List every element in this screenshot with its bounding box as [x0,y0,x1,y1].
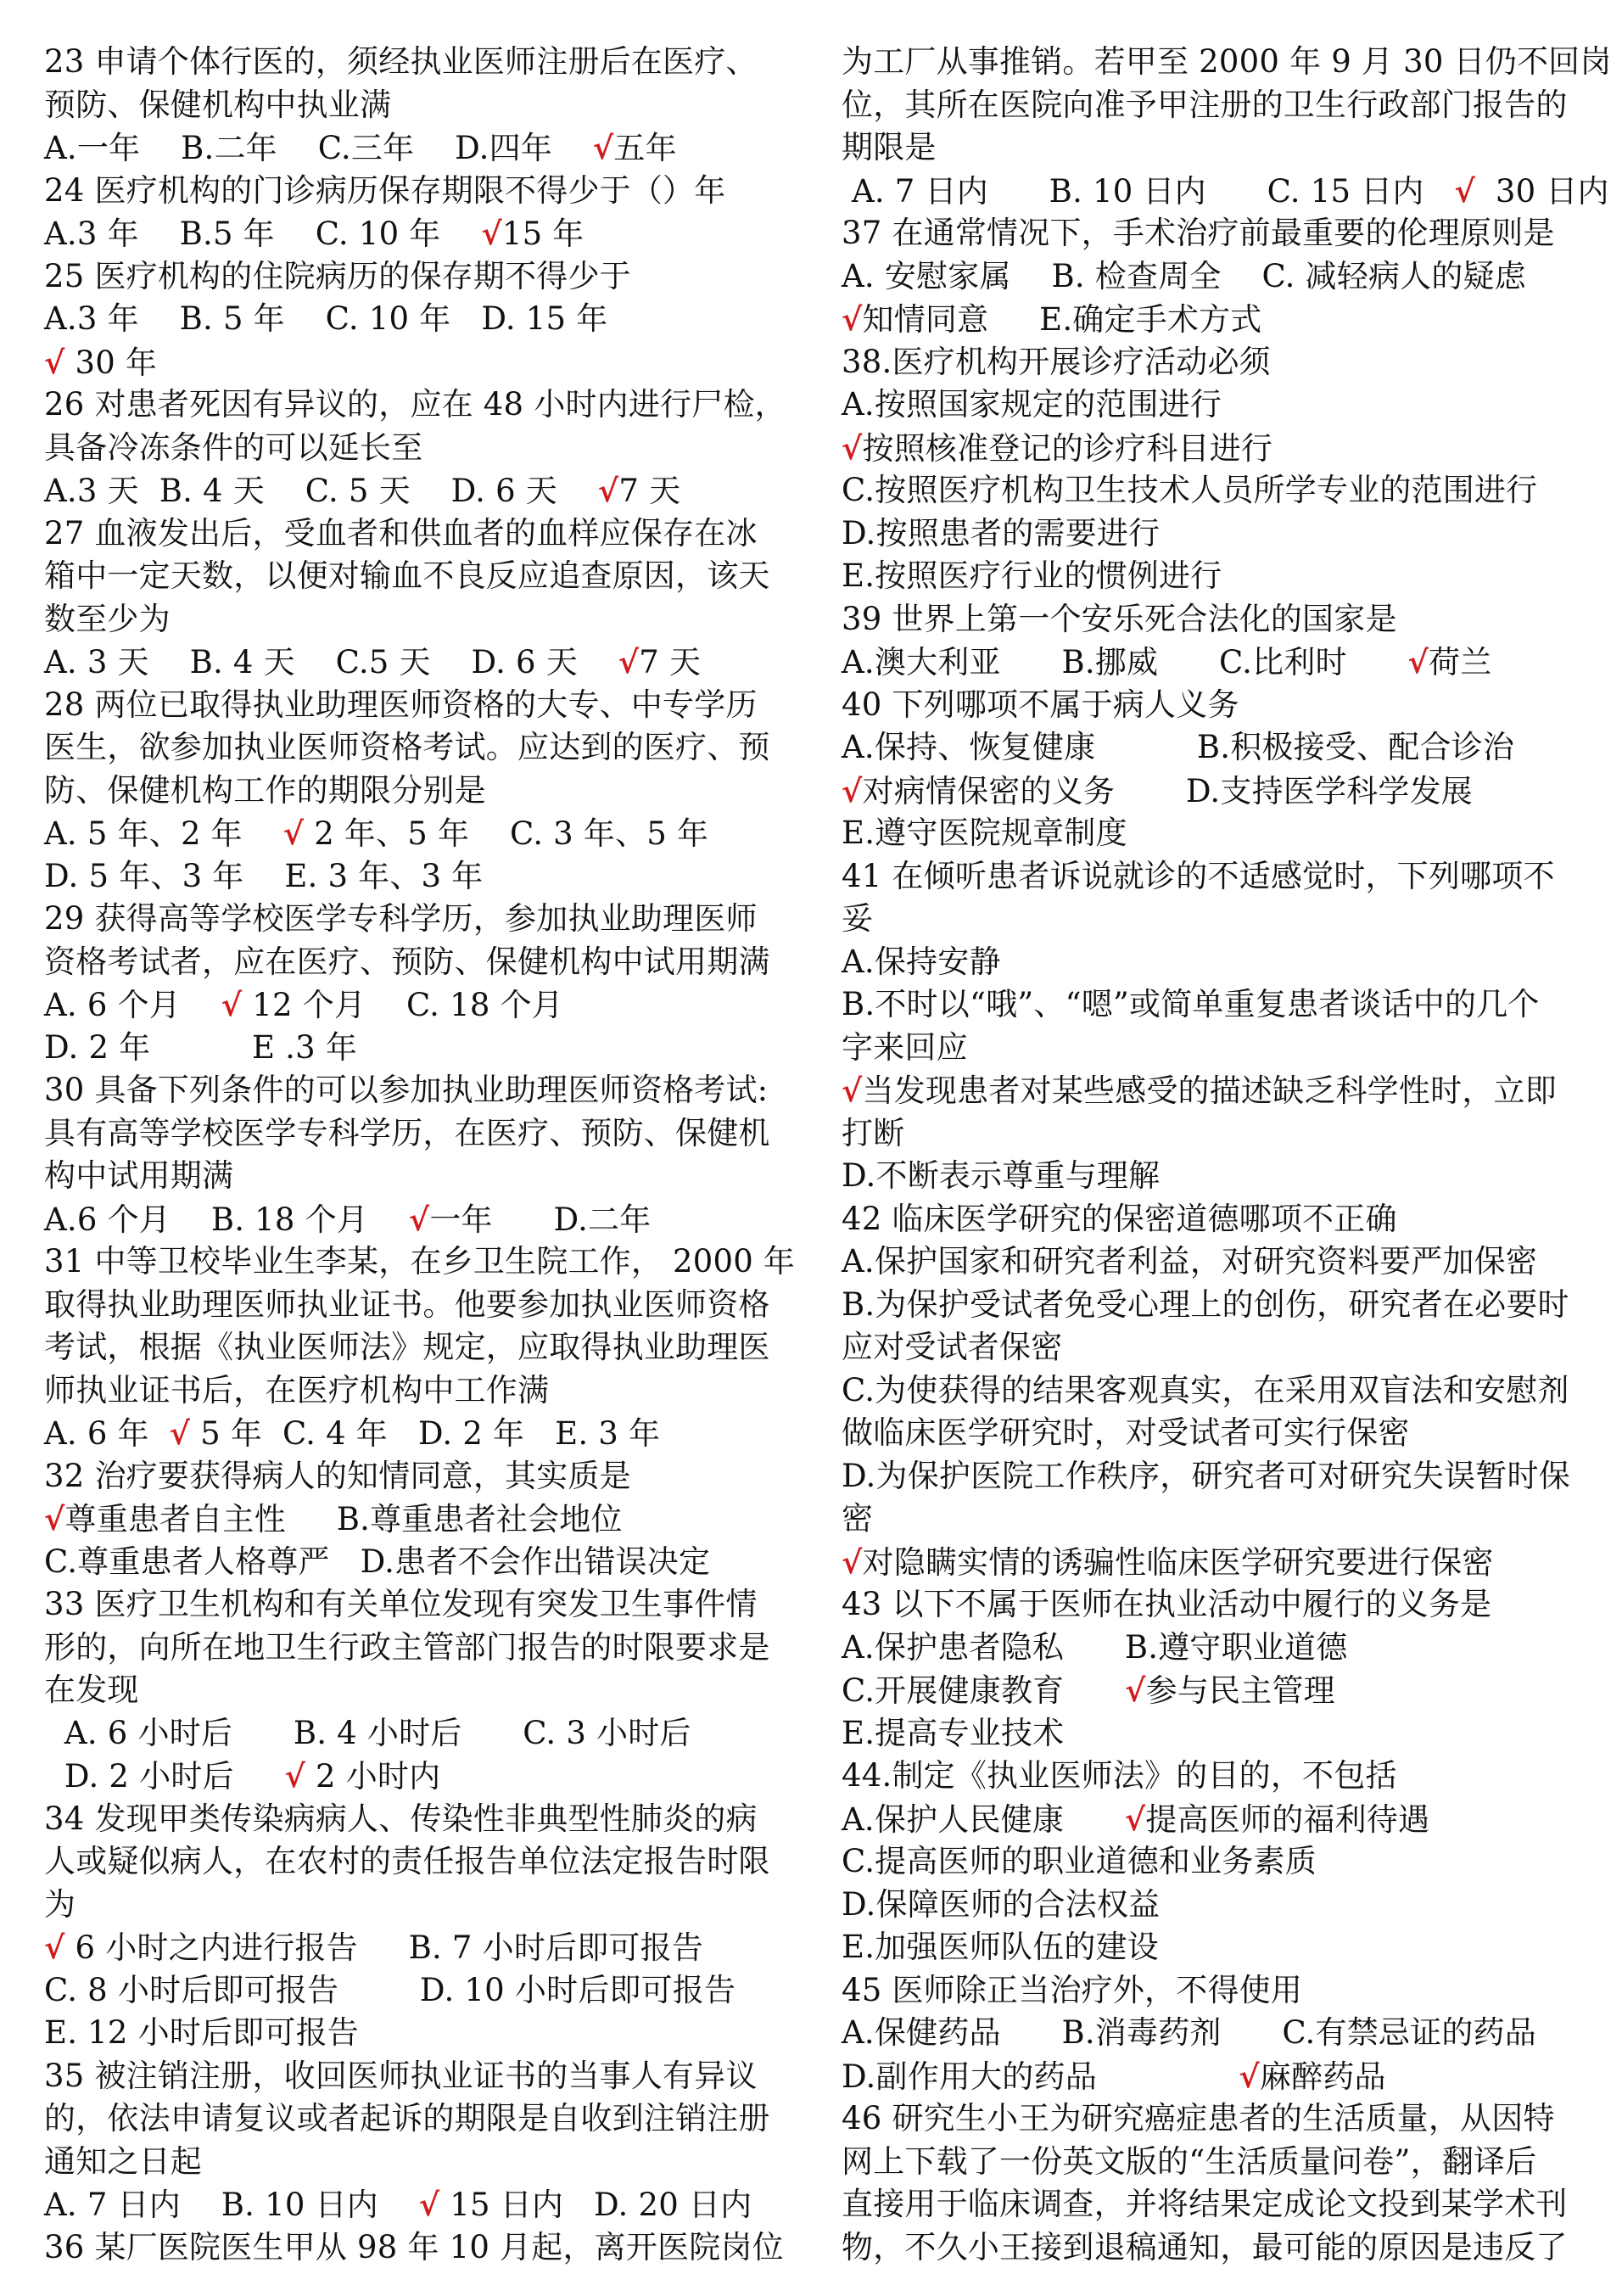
answer-check-mark: √ [1124,1800,1146,1838]
answer-check-mark: √ [1454,171,1475,210]
line-text: D. 2 小时后 [44,1758,285,1795]
line-text: A. 5 年、2 年 [44,815,283,852]
text-line [44,1798,791,1841]
correct-answer-text: 6 小时之内进行报告 B. 7 小时后即可报告 [64,1929,704,1966]
text-line [44,812,791,855]
text-line [842,1840,1588,1884]
line-text: C. 8 小时后即可报告 D. 10 小时后即可报告 [44,1971,736,2008]
text-line [842,170,1609,213]
text-line [842,2012,1588,2055]
line-text: 考试，根据《执业医师法》规定，应取得执业助理医 [44,1329,770,1365]
text-line [44,2097,791,2141]
line-text: 37 在通常情况下，手术治疗前最重要的伦理原则是 [842,215,1555,251]
line-text: 防、保健机构工作的期限分别是 [44,771,486,809]
line-text: C.开展健康教育 [842,1672,1126,1709]
line-text: 箱中一定天数，以便对输血不良反应追查原因，该天 [44,557,770,594]
text-line [842,212,1588,255]
answer-check-mark: √ [284,1757,306,1795]
line-text: 医生，欲参加执业医师资格考试。应达到的医疗、预 [44,729,770,765]
line-text: A.按照国家规定的范围进行 [842,386,1222,423]
line-text: 38.医疗机构开展诊疗活动必须 [842,343,1271,380]
line-text: 妥 [842,900,874,937]
text-line [842,555,1588,598]
line-text: 35 被注销注册，收回医师执业证书的当事人有异议 [44,2057,758,2094]
text-line [842,2226,1588,2270]
line-text: C.为使获得的结果客观真实，在采用双盲法和安慰剂 [842,1371,1569,1408]
text-line [842,427,1588,470]
answer-check-mark: √ [282,815,305,852]
line-text: 为工厂从事推销。若甲至 2000 年 9 月 30 日仍不回岗 [842,43,1612,80]
line-text: 31 中等卫校毕业生李某，在乡卫生院工作， 2000 年 [44,1243,796,1280]
line-text: 33 医疗卫生机构和有关单位发现有突发卫生事件情 [44,1586,758,1622]
text-line [842,1198,1588,1241]
text-line [44,341,791,384]
line-text: C.按照医疗机构卫生技术人员所学专业的范围进行 [842,472,1538,508]
line-text: 32 治疗要获得病人的知情同意，其实质是 [44,1457,631,1494]
line-text: E. 12 小时后即可报告 [44,2014,359,2051]
line-text: A.保健药品 B.消毒药剂 C.有禁忌证的药品 [842,2014,1536,2051]
line-text: 34 发现甲类传染病病人、传染性非典型性肺炎的病 [44,1800,758,1837]
line-text: 构中试用期满 [44,1157,234,1194]
text-line [44,1884,791,1927]
answer-check-mark: √ [842,771,863,809]
text-line [842,1798,1588,1841]
text-line [44,2226,791,2270]
text-line [842,84,1588,127]
line-text: B.不时以“哦”、“嗯”或简单重复患者谈话中的几个 [842,986,1540,1022]
answer-check-mark: √ [842,300,863,338]
correct-answer-text: 2 小时内 [305,1758,441,1795]
text-line [842,1755,1588,1798]
correct-answer-text: 对隐瞒实情的诱骗性临床医学研究要进行保密 [862,1543,1494,1581]
line-text: A. 7 日内 B. 10 日内 C. 15 日内 [842,172,1455,210]
text-line [44,212,791,255]
text-line [44,598,791,641]
answer-check-mark: √ [842,1072,863,1109]
text-line [44,84,791,127]
line-text: A. 6 年 [44,1415,170,1452]
line-text: 应对受试者保密 [842,1329,1063,1365]
line-text: 39 世界上第一个安乐死合法化的国家是 [842,600,1397,637]
line-text: 资格考试者，应在医疗、预防、保健机构中试用期满 [44,943,770,980]
answer-check-mark: √ [592,129,614,166]
text-line [44,1498,791,1541]
correct-answer-text: 2 年、5 年 C. 3 年、5 年 [304,815,709,852]
correct-answer-text: 30 日内 [1474,172,1609,210]
correct-answer-text: 五年 [613,130,677,166]
text-line [842,770,1588,813]
line-text: A.保持、恢复健康 B.积极接受、配合诊治 [842,729,1515,765]
correct-answer-text: 7 天 [639,644,702,680]
line-text: 具备冷冻条件的可以延长至 [44,428,423,466]
correct-answer-text: 按照核准登记的诊疗科目进行 [862,429,1273,467]
line-text: A. 3 天 B. 4 天 C.5 天 D. 6 天 [44,644,618,680]
line-text: 42 临床医学研究的保密道德哪项不正确 [842,1200,1397,1237]
text-line [842,1284,1588,1327]
line-text: 46 研究生小王为研究癌症患者的生活质量，从因特 [842,2100,1555,2136]
line-text: 具有高等学校医学专科学历，在医疗、预防、保健机 [44,1114,770,1151]
text-line [842,1541,1588,1584]
text-line [44,469,791,512]
line-text: C.尊重患者人格尊严 D.患者不会作出错误决定 [44,1543,711,1580]
line-text: 44.制定《执业医师法》的目的，不包括 [842,1757,1397,1794]
line-text: A.3 年 B.5 年 C. 10 年 [44,216,482,252]
text-line [842,1027,1588,1070]
line-text: 29 获得高等学校医学专科学历，参加执业助理医师 [44,900,758,937]
text-line [44,555,791,598]
text-line [44,427,791,470]
line-text: 形的，向所在地卫生行政主管部门报告的时限要求是 [44,1628,770,1666]
text-line [44,170,791,213]
line-text: D.副作用大的药品 [842,2058,1239,2095]
answer-check-mark: √ [221,986,243,1023]
text-line [842,641,1588,684]
text-line [842,1069,1588,1112]
text-line [842,855,1588,899]
answer-check-mark: √ [1125,1672,1146,1709]
line-text: D.不断表示尊重与理解 [842,1157,1161,1194]
correct-answer-text: 30 年 [64,344,158,381]
line-text: 网上下载了一份英文版的“生活质量问卷”，翻译后 [842,2142,1537,2180]
correct-answer-text: 一年 D.二年 [429,1201,652,1238]
line-text: A. 安慰家属 B. 检查周全 C. 减轻病人的疑虑 [842,257,1526,294]
text-line [842,1969,1588,2013]
text-line [44,1112,791,1156]
line-text: A.保持安静 [842,943,1001,980]
line-text: 在发现 [44,1672,139,1708]
correct-answer-text: 麻醉药品 [1259,2058,1386,2095]
line-text: 做临床医学研究时，对受试者可实行保密 [842,1414,1410,1451]
line-text: 43 以下不属于医师在执业活动中履行的义务是 [842,1586,1492,1622]
text-line [44,1969,791,2013]
line-text: 28 两位已取得执业助理医师资格的大专、中专学历 [44,686,758,723]
line-text: A. 6 个月 [44,987,221,1023]
text-line [44,684,791,727]
text-line [44,641,791,684]
text-line [44,1240,796,1284]
text-line [44,1712,791,1756]
text-line [44,983,791,1027]
line-text: A.澳大利亚 B.挪威 C.比利时 [842,644,1408,680]
line-text: A.3 年 B. 5 年 C. 10 年 D. 15 年 [44,300,608,337]
line-text: 直接用于临床调查，并将结果定成论文投到某学术刊 [842,2186,1568,2222]
line-text: A.保护国家和研究者利益，对研究资料要严加保密 [842,1243,1538,1280]
line-text: 人或疑似病人，在农村的责任报告单位法定报告时限 [44,1843,770,1879]
text-line [842,983,1588,1027]
answer-check-mark: √ [481,215,502,252]
text-line [44,1455,791,1498]
line-text: 密 [842,1500,874,1537]
line-text: 为 [44,1885,76,1923]
text-line [44,1840,791,1884]
correct-answer-text: 当发现患者对某些感受的描述缺乏科学性时，立即 [862,1072,1557,1109]
text-line [842,2055,1588,2098]
line-text: 通知之日起 [44,2142,202,2180]
text-line [44,1412,791,1455]
answer-check-mark: √ [842,1543,863,1581]
text-line [842,684,1588,727]
text-line [842,1155,1588,1198]
answer-check-mark: √ [408,1200,430,1238]
line-text: 36 某厂医院医生甲从 98 年 10 月起，离开医院岗位 [44,2228,784,2265]
text-line [44,255,791,299]
text-line [44,770,791,813]
line-text: A. 6 小时后 B. 4 小时后 C. 3 小时后 [44,1714,691,1751]
text-line [842,1669,1588,1712]
text-line [842,1627,1588,1670]
line-text: 26 对患者死因有异议的，应在 48 小时内进行尸检， [44,386,786,423]
text-line [842,1583,1588,1627]
line-text: E.按照医疗行业的惯例进行 [842,557,1222,594]
correct-answer-text: 15 日内 D. 20 日内 [439,2187,752,2223]
text-line [44,2055,791,2098]
correct-answer-text: 5 年 C. 4 年 D. 2 年 E. 3 年 [190,1415,661,1452]
line-text: A.一年 B.二年 C.三年 D.四年 [44,130,593,166]
text-line [842,1884,1588,1927]
text-line [44,2183,791,2226]
answer-check-mark: √ [597,472,619,509]
line-text: 物，不久小王接到退稿通知，最可能的原因是违反了 [842,2228,1568,2265]
text-line [44,941,791,984]
right-column [842,41,1612,2269]
correct-answer-text: 12 个月 C. 18 个月 [242,987,563,1023]
text-line [842,341,1588,384]
text-line [842,2183,1588,2226]
text-line [842,1112,1588,1156]
line-text: E.加强医师队伍的建设 [842,1929,1159,1965]
text-line [842,255,1588,299]
line-text: 期限是 [842,129,937,165]
line-text: 25 医疗机构的住院病历的保存期不得少于 [44,257,631,294]
correct-answer-text: 参与民主管理 [1145,1672,1335,1709]
text-line [842,1326,1588,1369]
text-line [842,598,1588,641]
line-text: D. 2 年 E .3 年 [44,1028,358,1066]
line-text: D.按照患者的需要进行 [842,514,1161,552]
text-line [44,1926,791,1969]
correct-answer-text: 尊重患者自主性 B.尊重患者社会地位 [64,1501,623,1537]
line-text: 30 具备下列条件的可以参加执业助理医师资格考试: [44,1072,769,1108]
text-line [44,1669,791,1712]
line-text: D. 5 年、3 年 E. 3 年、3 年 [44,857,484,894]
text-line [44,1627,791,1670]
text-line [44,1369,791,1413]
answer-check-mark: √ [618,643,640,680]
text-line [44,1027,791,1070]
text-line [44,41,791,84]
text-line [44,512,791,556]
correct-answer-text: 对病情保密的义务 D.支持医学科学发展 [862,772,1473,809]
text-line [44,2141,791,2184]
text-line [44,1541,791,1584]
text-line [44,1155,791,1198]
line-text: E.提高专业技术 [842,1714,1065,1751]
correct-answer-text: 15 年 [501,216,584,252]
text-line [44,1755,791,1798]
line-text: E.遵守医院规章制度 [842,815,1127,851]
line-text: A.保护患者隐私 B.遵守职业道德 [842,1628,1348,1666]
text-line [842,1412,1588,1455]
text-line [44,298,791,341]
text-line [44,1198,791,1241]
correct-answer-text: 知情同意 E.确定手术方式 [862,301,1262,338]
answer-check-mark: √ [842,428,863,467]
line-text: 师执业证书后，在医疗机构中工作满 [44,1371,550,1408]
text-line [842,1369,1588,1413]
line-text: C.提高医师的职业道德和业务素质 [842,1843,1317,1879]
line-text: 的，依法申请复议或者起诉的期限是自收到注销注册 [44,2100,770,2136]
answer-check-mark: √ [44,1500,65,1537]
text-line [44,126,791,170]
text-line [44,1069,791,1112]
text-line [44,898,791,941]
text-line [842,384,1588,427]
line-text: A.6 个月 B. 18 个月 [44,1201,409,1238]
line-text: B.为保护受试者免受心理上的创伤，研究者在必要时 [842,1285,1569,1323]
text-line [842,298,1588,341]
text-line [44,855,791,899]
text-line [842,1712,1588,1756]
answer-check-mark: √ [1407,643,1429,680]
line-text: 23 申请个体行医的，须经执业医师注册后在医疗、 [44,43,758,80]
text-line [842,941,1588,984]
text-line [842,898,1588,941]
text-line [842,812,1588,855]
text-line [842,469,1588,512]
line-text: 27 血液发出后，受血者和供血者的血样应保存在冰 [44,514,758,552]
text-line [44,1284,791,1327]
text-line [44,1326,791,1369]
text-line [842,1455,1588,1498]
line-text: 位，其所在医院向准予甲注册的卫生行政部门报告的 [842,86,1568,123]
text-line [842,726,1588,770]
line-text: 字来回应 [842,1028,968,1066]
correct-answer-text: 提高医师的福利待遇 [1145,1800,1430,1838]
text-line [44,1583,791,1627]
left-column [44,41,796,2269]
text-line [842,1926,1588,1969]
answer-check-mark: √ [44,1929,65,1966]
text-line [842,41,1612,84]
answer-check-mark: √ [44,343,65,381]
line-text: D.保障医师的合法权益 [842,1885,1161,1923]
line-text: 40 下列哪项不属于病人义务 [842,686,1239,723]
line-text: A.3 天 B. 4 天 C. 5 天 D. 6 天 [44,473,598,509]
text-line [842,1240,1588,1284]
line-text: 取得执业助理医师执业证书。他要参加执业医师资格 [44,1285,770,1323]
line-text: 预防、保健机构中执业满 [44,86,392,123]
text-line [44,2012,791,2055]
answer-check-mark: √ [1239,2057,1260,2095]
text-line [842,2141,1588,2184]
line-text: D.为保护医院工作秩序，研究者可对研究失误暂时保 [842,1457,1570,1494]
answer-check-mark: √ [169,1414,191,1452]
line-text: A.保护人民健康 [842,1800,1125,1838]
text-line [842,2097,1588,2141]
text-line [842,1498,1588,1541]
text-line [44,384,791,427]
answer-check-mark: √ [418,2186,440,2223]
text-line [842,126,1588,170]
line-text: 24 医疗机构的门诊病历保存期限不得少于（）年 [44,171,726,209]
text-line [44,726,791,770]
line-text: 41 在倾听患者诉说就诊的不适感觉时，下列哪项不 [842,857,1555,894]
text-line [842,512,1588,556]
line-text: 45 医师除正当治疗外，不得使用 [842,1971,1303,2008]
correct-answer-text: 7 天 [618,473,681,509]
line-text: A. 7 日内 B. 10 日内 [44,2187,419,2223]
line-text: 数至少为 [44,600,171,637]
line-text: 打断 [842,1114,905,1151]
correct-answer-text: 荷兰 [1429,644,1492,680]
